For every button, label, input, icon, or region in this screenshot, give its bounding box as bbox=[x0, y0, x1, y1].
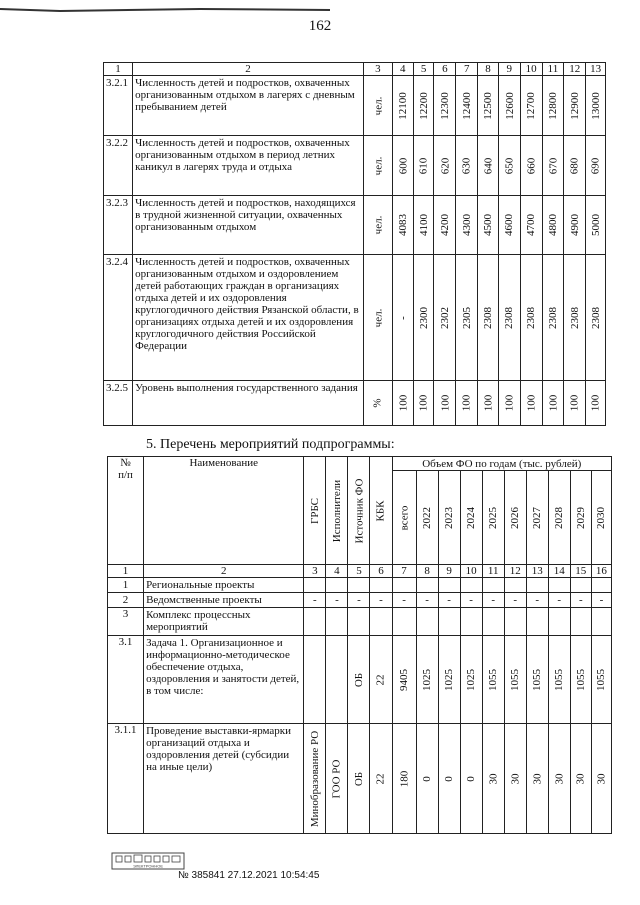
value-cell: 2305 bbox=[460, 306, 473, 329]
value-cell: 660 bbox=[525, 157, 538, 174]
kbk-cell: 22 bbox=[374, 773, 387, 784]
value-cell: 4600 bbox=[503, 214, 516, 236]
year-header: 2029 bbox=[574, 506, 587, 529]
year-header: 2027 bbox=[531, 506, 544, 529]
value-cell: 30 bbox=[574, 773, 587, 784]
value-cell: 2308 bbox=[481, 306, 494, 329]
value-cell: 12100 bbox=[396, 91, 409, 120]
value-cell: 640 bbox=[481, 157, 494, 174]
header-num: № п/п bbox=[108, 457, 144, 565]
value-cell: 1055 bbox=[531, 668, 544, 691]
header-kbk: КБК bbox=[374, 500, 387, 521]
value-cell: 12800 bbox=[546, 91, 559, 120]
value-cell: 4900 bbox=[568, 214, 581, 236]
header-cell: 12 bbox=[564, 63, 586, 76]
stamp-logo bbox=[111, 852, 185, 870]
row-number: 3.2.4 bbox=[104, 255, 133, 381]
row-name: Численность детей и подростков, охваченных организованным отдыхом в период летних каникул в лагерях труда и отдыха bbox=[133, 136, 364, 196]
col-number: 10 bbox=[460, 565, 482, 578]
row-name: Ведомственные проекты bbox=[144, 593, 304, 608]
value-cell: 100 bbox=[568, 394, 581, 412]
value-cell: 100 bbox=[525, 394, 538, 412]
row-name: Региональные проекты bbox=[144, 578, 304, 593]
value-cell: 630 bbox=[460, 157, 473, 174]
dash-cell: - bbox=[570, 593, 591, 608]
header-cell: 9 bbox=[498, 63, 520, 76]
value-cell: 1055 bbox=[574, 668, 587, 691]
row-unit: чел. bbox=[371, 156, 384, 175]
value-cell: 100 bbox=[438, 394, 451, 412]
col-number: 5 bbox=[348, 565, 370, 578]
row-unit: % bbox=[371, 398, 384, 408]
table-row bbox=[104, 136, 606, 196]
value-cell: 100 bbox=[481, 394, 494, 412]
col-number: 16 bbox=[591, 565, 611, 578]
year-header: 2025 bbox=[487, 506, 500, 529]
table-row bbox=[108, 578, 612, 593]
row-number: 3.1.1 bbox=[108, 724, 144, 834]
scan-edge bbox=[0, 0, 640, 6]
dash-cell: - bbox=[348, 593, 370, 608]
value-cell: 1025 bbox=[465, 668, 478, 691]
value-cell: 1055 bbox=[509, 668, 522, 691]
value-cell: 30 bbox=[531, 773, 544, 784]
value-cell: 1055 bbox=[595, 668, 608, 691]
table-row bbox=[108, 636, 612, 724]
document-registration-number: № 385841 27.12.2021 10:54:45 bbox=[178, 870, 320, 881]
header-cell: 1 bbox=[104, 63, 133, 76]
col-number: 9 bbox=[438, 565, 460, 578]
col-number: 4 bbox=[326, 565, 348, 578]
row-name: Численность детей и подростков, находящихся в трудной жизненной ситуации, охваченных организованным отдыхом bbox=[133, 196, 364, 255]
year-header: 2030 bbox=[595, 506, 608, 529]
header-executors: Исполнители bbox=[330, 479, 343, 542]
source-cell: ОБ bbox=[352, 672, 365, 687]
value-cell: 4083 bbox=[396, 214, 409, 236]
value-cell: 2308 bbox=[546, 306, 559, 329]
value-cell: 610 bbox=[417, 157, 430, 174]
value-cell: 0 bbox=[421, 775, 434, 782]
year-header: 2024 bbox=[465, 506, 478, 529]
col-number: 13 bbox=[526, 565, 548, 578]
row-unit: чел. bbox=[371, 215, 384, 235]
value-cell: 30 bbox=[509, 773, 522, 784]
executor-cell: ГОО РО bbox=[330, 759, 343, 798]
header-cell: 6 bbox=[434, 63, 456, 76]
year-header: 2023 bbox=[443, 506, 456, 529]
value-cell: 9405 bbox=[398, 668, 411, 691]
source-cell: ОБ bbox=[352, 771, 365, 786]
value-cell: 620 bbox=[438, 157, 451, 174]
table-row bbox=[108, 608, 612, 636]
value-cell: 4300 bbox=[460, 214, 473, 236]
col-number: 11 bbox=[482, 565, 504, 578]
value-cell: 12300 bbox=[438, 91, 451, 120]
page-number: 162 bbox=[308, 18, 332, 34]
col-number: 14 bbox=[548, 565, 570, 578]
kbk-cell: 22 bbox=[374, 674, 387, 685]
value-cell: 2308 bbox=[568, 306, 581, 329]
row-number: 1 bbox=[108, 578, 144, 593]
svg-text:ЭЛЕКТРОННОЕ: ЭЛЕКТРОННОЕ bbox=[132, 863, 164, 869]
year-header: 2022 bbox=[421, 506, 434, 529]
dash-cell: - bbox=[416, 593, 438, 608]
dash-cell: - bbox=[526, 593, 548, 608]
col-number: 6 bbox=[370, 565, 392, 578]
row-number: 3.2.1 bbox=[104, 76, 133, 136]
col-number: 2 bbox=[144, 565, 304, 578]
value-cell: 2302 bbox=[438, 306, 451, 329]
value-cell: - bbox=[396, 315, 409, 320]
table-row bbox=[108, 593, 612, 608]
table-row bbox=[104, 196, 606, 255]
value-cell: 1055 bbox=[553, 668, 566, 691]
header-cell: 7 bbox=[456, 63, 478, 76]
header-cell: 5 bbox=[413, 63, 434, 76]
value-cell: 100 bbox=[546, 394, 559, 412]
year-header: 2026 bbox=[509, 506, 522, 529]
value-cell: 0 bbox=[443, 775, 456, 782]
header-cell: 10 bbox=[520, 63, 542, 76]
dash-cell: - bbox=[460, 593, 482, 608]
value-cell: 12200 bbox=[417, 91, 430, 120]
value-cell: 2308 bbox=[503, 306, 516, 329]
value-cell: 2308 bbox=[525, 306, 538, 329]
row-number: 3.2.3 bbox=[104, 196, 133, 255]
value-cell: 4500 bbox=[481, 214, 494, 236]
value-cell: 4800 bbox=[546, 214, 559, 236]
header-cell: 2 bbox=[133, 63, 364, 76]
col-number: 3 bbox=[304, 565, 326, 578]
value-cell: 600 bbox=[396, 157, 409, 174]
value-cell: 5000 bbox=[589, 214, 602, 236]
value-cell: 12600 bbox=[503, 91, 516, 120]
value-cell: 0 bbox=[465, 775, 478, 782]
table2-colnum-row bbox=[108, 565, 612, 578]
value-cell: 12900 bbox=[568, 91, 581, 120]
row-name: Уровень выполнения государственного задания bbox=[133, 381, 364, 426]
row-unit: чел. bbox=[371, 308, 384, 327]
table-row bbox=[104, 255, 606, 381]
value-cell: 100 bbox=[503, 394, 516, 412]
value-cell: 1025 bbox=[443, 668, 456, 691]
value-cell: 650 bbox=[503, 157, 516, 174]
row-number: 3.1 bbox=[108, 636, 144, 724]
value-cell: 670 bbox=[546, 157, 559, 174]
value-cell: 1055 bbox=[487, 668, 500, 691]
value-cell: 100 bbox=[589, 394, 602, 412]
section-title: 5. Перечень мероприятий подпрограммы: bbox=[146, 437, 395, 452]
indicators-table bbox=[103, 62, 606, 426]
header-grbs: ГРБС bbox=[308, 497, 321, 524]
year-header: 2028 bbox=[553, 506, 566, 529]
row-name: Численность детей и подростков, охваченных организованным отдыхом в лагерях с дневным пребыванием детей bbox=[133, 76, 364, 136]
row-name: Проведение выставки-ярмарки организаций отдыха и оздоровления детей (субсидии на иные цели) bbox=[144, 724, 304, 834]
row-number: 3.2.5 bbox=[104, 381, 133, 426]
dash-cell: - bbox=[392, 593, 416, 608]
year-header: всего bbox=[398, 505, 411, 530]
activities-table bbox=[107, 456, 612, 834]
dash-cell: - bbox=[482, 593, 504, 608]
value-cell: 1025 bbox=[421, 668, 434, 691]
row-unit: чел. bbox=[371, 96, 384, 115]
value-cell: 12400 bbox=[460, 91, 473, 120]
value-cell: 30 bbox=[595, 773, 608, 784]
value-cell: 2308 bbox=[589, 306, 602, 329]
row-number: 3.2.2 bbox=[104, 136, 133, 196]
header-name: Наименование bbox=[144, 457, 304, 565]
value-cell: 100 bbox=[417, 394, 430, 412]
dash-cell: - bbox=[326, 593, 348, 608]
row-number: 3 bbox=[108, 608, 144, 636]
value-cell: 30 bbox=[553, 773, 566, 784]
header-cell: 13 bbox=[586, 63, 606, 76]
col-number: 1 bbox=[108, 565, 144, 578]
header-cell: 4 bbox=[392, 63, 413, 76]
value-cell: 100 bbox=[460, 394, 473, 412]
header-volume: Объем ФО по годам (тыс. рублей) bbox=[392, 457, 612, 471]
col-number: 12 bbox=[504, 565, 526, 578]
value-cell: 690 bbox=[589, 157, 602, 174]
row-name: Численность детей и подростков, охваченных организованным отдыхом и оздоровлением детей работающих граждан в организациях отдыха детей и их оздоровления круглогодичного действия Рязанской области, в организациях отдыха детей и их оздоровления круглогодичного действия Российской Федерации bbox=[133, 255, 364, 381]
value-cell: 2300 bbox=[417, 306, 430, 329]
value-cell: 30 bbox=[487, 773, 500, 784]
dash-cell: - bbox=[504, 593, 526, 608]
value-cell: 13000 bbox=[589, 91, 602, 120]
header-source: Источник ФО bbox=[352, 478, 365, 543]
table-row bbox=[104, 381, 606, 426]
header-cell: 8 bbox=[478, 63, 499, 76]
col-number: 15 bbox=[570, 565, 591, 578]
dash-cell: - bbox=[591, 593, 611, 608]
row-name: Комплекс процессных мероприятий bbox=[144, 608, 304, 636]
col-number: 8 bbox=[416, 565, 438, 578]
table1-header-row bbox=[104, 63, 606, 76]
value-cell: 12500 bbox=[481, 91, 494, 120]
col-number: 7 bbox=[392, 565, 416, 578]
table2-header-row bbox=[108, 457, 612, 471]
value-cell: 12700 bbox=[525, 91, 538, 120]
dash-cell: - bbox=[304, 593, 326, 608]
value-cell: 180 bbox=[398, 770, 411, 787]
dash-cell: - bbox=[370, 593, 392, 608]
row-number: 2 bbox=[108, 593, 144, 608]
value-cell: 4100 bbox=[417, 214, 430, 236]
value-cell: 100 bbox=[396, 394, 409, 412]
dash-cell: - bbox=[438, 593, 460, 608]
value-cell: 4200 bbox=[438, 214, 451, 236]
row-name: Задача 1. Организационное и информационно-методическое обеспечение отдыха, оздоровления и занятости детей, в том числе: bbox=[144, 636, 304, 724]
value-cell: 4700 bbox=[525, 214, 538, 236]
header-cell: 3 bbox=[363, 63, 392, 76]
dash-cell: - bbox=[548, 593, 570, 608]
table-row bbox=[104, 76, 606, 136]
table-row bbox=[108, 724, 612, 834]
grbs-cell: Минобразование РО bbox=[308, 730, 321, 827]
value-cell: 680 bbox=[568, 157, 581, 174]
header-cell: 11 bbox=[542, 63, 564, 76]
